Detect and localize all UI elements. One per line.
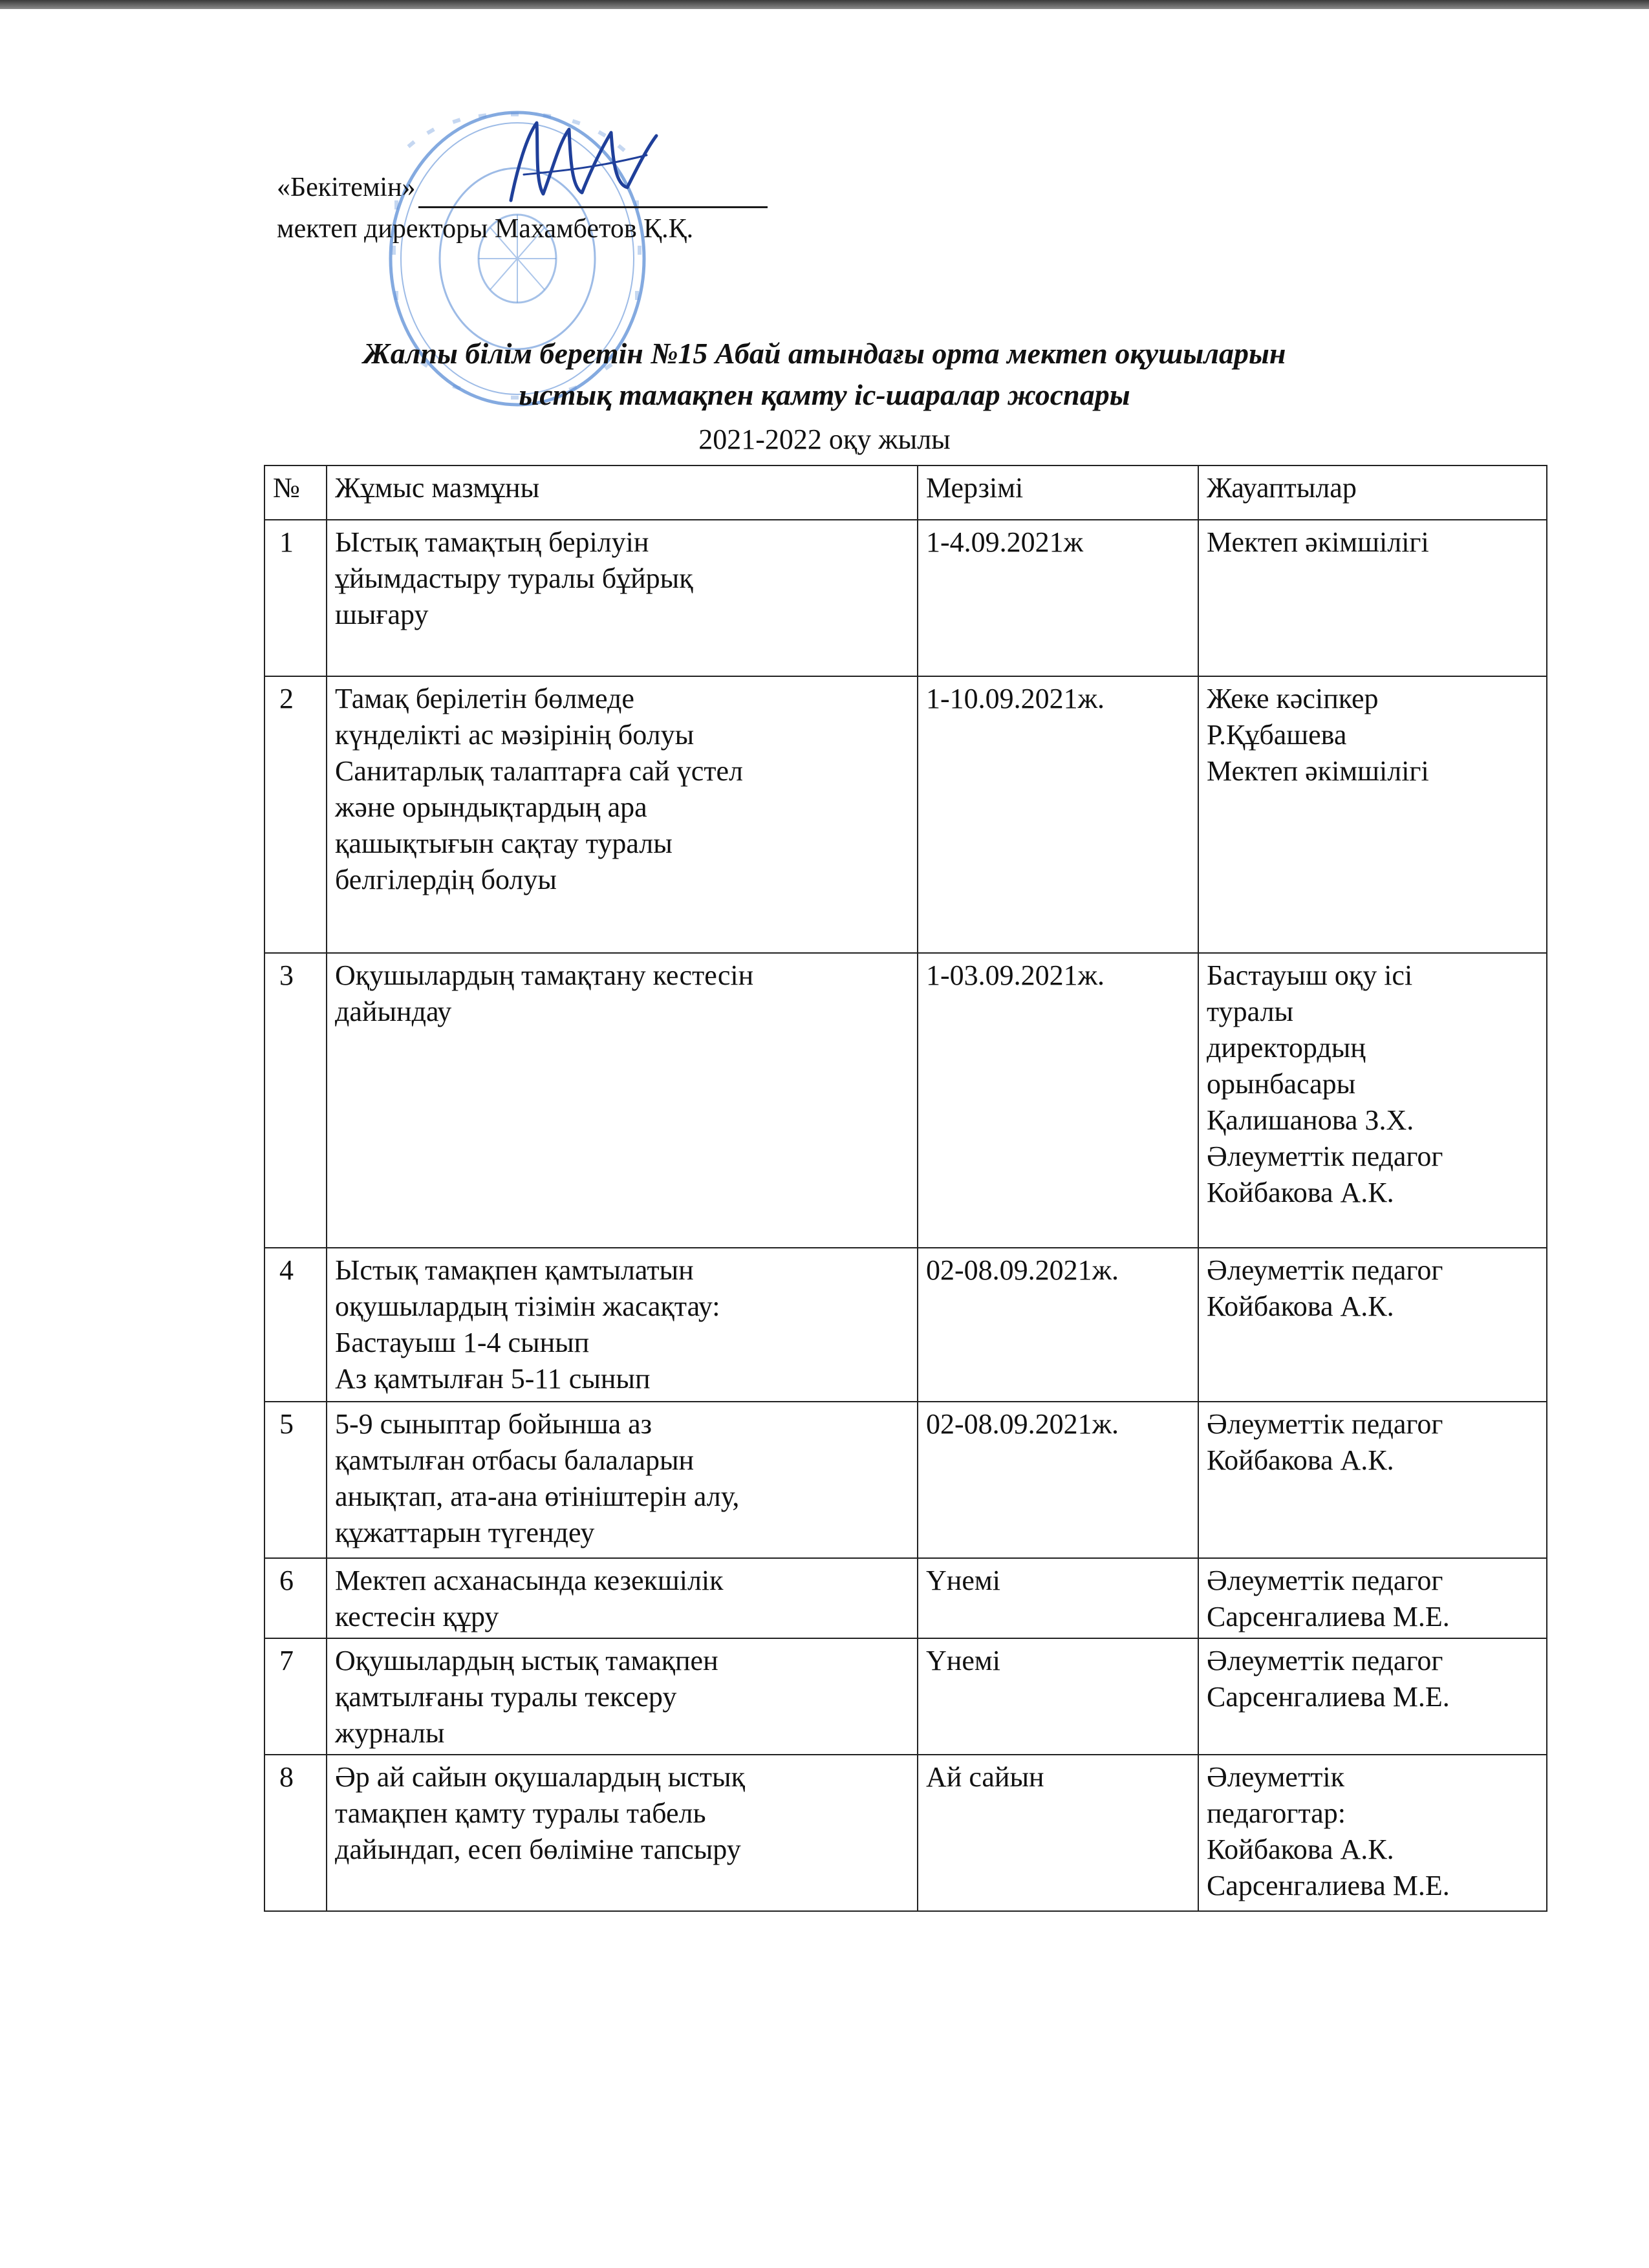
content-cell-line: Аз қамтылған 5-11 сынып [335, 1363, 651, 1395]
row-number: 3 [264, 953, 327, 1248]
content-cell-line: дайындау [335, 996, 452, 1027]
responsible-cell-line: Койбакова А.К. [1207, 1290, 1394, 1322]
responsible-cell-line: Сарсенгалиева М.Е. [1207, 1870, 1450, 1901]
deadline-cell: 1-03.09.2021ж. [918, 953, 1198, 1248]
content-cell-line: анықтап, ата-ана өтініштерін алу, [335, 1481, 740, 1512]
content-cell-line: шығару [335, 599, 429, 630]
row-number: 5 [264, 1402, 327, 1558]
deadline-cell: Үнемі [918, 1638, 1198, 1755]
content-cell [327, 1402, 918, 1558]
content-cell-line: Оқушылардың тамақтану кестесін [335, 959, 754, 991]
responsible-cell [1198, 1402, 1547, 1558]
content-cell-line: Әр ай сайын оқушалардың ыстық [335, 1761, 745, 1793]
content-cell-line: қашықтығын сақтау туралы [335, 828, 673, 859]
table-row [264, 520, 1547, 676]
header-content: Жұмыс мазмұны [327, 465, 918, 520]
table-row [264, 1638, 1547, 1755]
responsible-cell-line: Койбакова А.К. [1207, 1834, 1394, 1865]
responsible-cell-line: Әлеуметтік педагог [1207, 1565, 1443, 1596]
table-header-row [264, 465, 1547, 520]
responsible-cell-line: Мектеп әкімшілігі [1207, 755, 1429, 787]
table-row [264, 1402, 1547, 1558]
responsible-cell [1198, 1248, 1547, 1402]
content-cell-line: қамтылған отбасы балаларын [335, 1444, 695, 1476]
responsible-cell-line: Әлеуметтік педагог [1207, 1254, 1443, 1286]
table-row [264, 1558, 1547, 1638]
header-number: № [264, 465, 327, 520]
deadline-cell: 02-08.09.2021ж. [918, 1248, 1198, 1402]
approval-label: «Бекітемін» [277, 173, 416, 202]
responsible-cell-line: Әлеуметтік [1207, 1761, 1345, 1793]
deadline-cell: Ай сайын [918, 1755, 1198, 1911]
content-cell-line: күнделікті ас мәзірінің болуы [335, 719, 695, 751]
responsible-cell [1198, 1638, 1547, 1755]
responsible-cell-line: Жеке кәсіпкер [1207, 683, 1379, 714]
responsible-cell-line: Бастауыш оқу ісі [1207, 959, 1413, 991]
scan-top-edge [0, 0, 1649, 9]
content-cell-line: дайындап, есеп бөліміне тапсыру [335, 1834, 741, 1865]
row-number: 7 [264, 1638, 327, 1755]
header-responsible: Жауаптылар [1198, 465, 1547, 520]
header-deadline: Мерзімі [918, 465, 1198, 520]
responsible-cell-line: Р.Құбашева [1207, 719, 1347, 751]
content-cell-line: Ыстық тамақпен қамтылатын [335, 1254, 694, 1286]
content-cell [327, 520, 918, 676]
row-number: 1 [264, 520, 327, 676]
row-number: 4 [264, 1248, 327, 1402]
content-cell-line: құжаттарын түгендеу [335, 1517, 595, 1548]
row-number: 8 [264, 1755, 327, 1911]
content-cell-line: оқушылардың тізімін жасақтау: [335, 1290, 720, 1322]
content-cell-line: ұйымдастыру туралы бұйрық [335, 562, 693, 594]
responsible-cell [1198, 1755, 1547, 1911]
responsible-cell-line: Қалишанова З.Х. [1207, 1104, 1414, 1136]
table-row [264, 1755, 1547, 1911]
content-cell-line: Бастауыш 1-4 сынып [335, 1327, 590, 1358]
document-title-line-1: Жалпы білім беретін №15 Абай атындағы орта мектеп оқушыларын [363, 337, 1286, 370]
responsible-cell [1198, 520, 1547, 676]
content-cell-line: Ыстық тамақтың берілуін [335, 526, 649, 558]
responsible-cell [1198, 953, 1547, 1248]
content-cell-line: тамақпен қамту туралы табель [335, 1797, 706, 1829]
deadline-cell: Үнемі [918, 1558, 1198, 1638]
content-cell [327, 676, 918, 953]
row-number: 2 [264, 676, 327, 953]
content-cell-line: Санитарлық талаптарға сай үстел [335, 755, 743, 787]
table-row [264, 953, 1547, 1248]
academic-year: 2021-2022 оқу жылы [698, 423, 951, 455]
responsible-cell-line: Әлеуметтік педагог [1207, 1645, 1443, 1676]
responsible-cell-line: Мектеп әкімшілігі [1207, 526, 1429, 558]
content-cell-line: Оқушылардың ыстық тамақпен [335, 1645, 718, 1676]
content-cell [327, 1558, 918, 1638]
content-cell [327, 1755, 918, 1911]
content-cell-line: Тамақ берілетін бөлмеде [335, 683, 634, 714]
responsible-cell-line: туралы [1207, 996, 1294, 1027]
content-cell-line: белгілердің болуы [335, 864, 557, 895]
deadline-cell: 1-10.09.2021ж. [918, 676, 1198, 953]
content-cell-line: кестесін құру [335, 1601, 499, 1632]
content-cell-line: қамтылғаны туралы тексеру [335, 1681, 677, 1713]
content-cell-line: 5-9 сыныптар бойынша аз [335, 1408, 652, 1440]
director-line: мектеп директоры Махамбетов Қ.Қ. [277, 214, 694, 244]
deadline-cell: 1-4.09.2021ж [918, 520, 1198, 676]
responsible-cell-line: Койбакова А.К. [1207, 1177, 1394, 1208]
responsible-cell-line: директордың [1207, 1032, 1366, 1064]
deadline-cell: 02-08.09.2021ж. [918, 1402, 1198, 1558]
content-cell-line: және орындықтардың ара [335, 791, 647, 823]
content-cell-line: журналы [335, 1717, 445, 1749]
responsible-cell-line: педагогтар: [1207, 1797, 1346, 1829]
responsible-cell-line: Әлеуметтік педагог [1207, 1140, 1443, 1172]
content-cell [327, 953, 918, 1248]
responsible-cell [1198, 676, 1547, 953]
document-title-line-2: ыстық тамақпен қамту іс-шаралар жоспары [519, 378, 1130, 411]
responsible-cell-line: Койбакова А.К. [1207, 1444, 1394, 1476]
content-cell [327, 1638, 918, 1755]
responsible-cell-line: Сарсенгалиева М.Е. [1207, 1681, 1450, 1713]
table-row [264, 1248, 1547, 1402]
row-number: 6 [264, 1558, 327, 1638]
approval-block [277, 167, 768, 250]
responsible-cell-line: Сарсенгалиева М.Е. [1207, 1601, 1450, 1632]
content-cell-line: Мектеп асханасында кезекшілік [335, 1565, 724, 1596]
responsible-cell-line: Әлеуметтік педагог [1207, 1408, 1443, 1440]
responsible-cell [1198, 1558, 1547, 1638]
content-cell [327, 1248, 918, 1402]
activity-plan-table [264, 465, 1547, 1912]
table-row [264, 676, 1547, 953]
signature-line [418, 180, 768, 208]
table-body [264, 520, 1547, 1911]
responsible-cell-line: орынбасары [1207, 1068, 1356, 1100]
